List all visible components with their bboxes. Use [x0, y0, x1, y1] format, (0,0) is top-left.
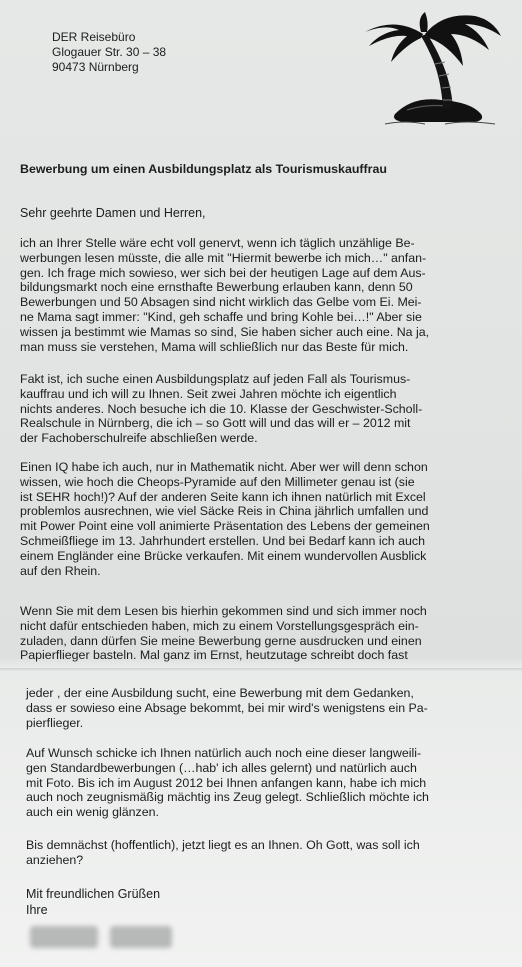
text-line: Schmeißfliege im 13. Jahrhundert erstellen. Und bei Bedarf kann ich auch [20, 533, 425, 548]
text-line: zuladen, dann dürfen Sie meine Bewerbung gerne ausdrucken und einen [20, 633, 422, 648]
paragraph-paper-plane [26, 686, 496, 730]
text-line: Fakt ist, ich suche einen Ausbildungsplatz auf jeden Fall als Tourismus- [20, 372, 411, 386]
text-line: kauffrau und ich will zu Ihnen. Seit zwei Jahren möchte ich eigentlich [20, 386, 397, 401]
paragraph-invitation [20, 604, 512, 663]
text-line: auf den Rhein. [20, 563, 101, 578]
closing-line: Mit freundlichen Grüßen [26, 887, 161, 901]
text-line: gen Standardbewerbungen (…hab' ich alles gelernt) und natürlich auch [26, 760, 417, 775]
paragraph-facts [20, 372, 512, 446]
text-line: pierflieger. [26, 715, 84, 730]
text-line: man muss sie verstehen, Mama will schließlich nur das Beste für mich. [20, 339, 409, 354]
paragraph-skills [20, 460, 512, 578]
recipient-line: 90473 Nürnberg [52, 60, 139, 74]
text-line: mit Power Point eine voll animierte Präsentation des Lebens der gemeinen [20, 519, 430, 534]
text-line: mit Foto. Bis ich im August 2012 bei Ihnen anfangen kann, habe ich mich [26, 775, 427, 790]
text-line: ich an Ihrer Stelle wäre echt voll genervt, wenn ich täglich unzählige Be- [20, 236, 415, 250]
text-line: auch noch zeugnismäßig mächtig ins Zeug gelegt. Schließlich möchte ich [26, 790, 429, 805]
text-line: Bewerbungen und 50 Absagen sind nicht wirklich das Gelbe vom Ei. Mei- [20, 295, 422, 310]
text-line: anziehen? [26, 852, 84, 867]
text-line: auch ein wenig glänzen. [26, 805, 159, 820]
palm-tree-island-icon [355, 10, 505, 130]
text-line: wissen ja bestimmt wie Mamas so sind, Sie haben sicher auch eine. Na ja, [20, 324, 430, 339]
recipient-line: DER Reisebüro [52, 30, 136, 44]
paragraph-farewell [26, 838, 496, 868]
paper-fold-shadow [0, 668, 522, 671]
paragraph-standard-application [26, 746, 496, 820]
closing [26, 886, 160, 918]
text-line: Wenn Sie mit dem Lesen bis hierhin gekommen sind und sich immer noch [20, 604, 427, 618]
text-line: werbungen lesen müsste, die alle mit "Hiermit bewerbe ich mich…" anfan- [20, 250, 427, 265]
text-line: nicht dafür entschieden haben, mich zu einem Vorstellungsgespräch ein- [20, 618, 419, 633]
text-line: bildungsmarkt noch eine ernsthafte Bewerbung erlauben kann, denn 50 [20, 280, 413, 295]
text-line: dass er sowieso eine Absage bekommt, bei mir wird's wenigstens ein Pa- [26, 700, 428, 715]
text-line: nichts anderes. Noch besuche ich die 10. Klasse der Geschwister-Scholl- [20, 401, 423, 416]
text-line: wissen, wie hoch die Cheops-Pyramide auf den Millimeter genau ist (sie [20, 474, 415, 489]
recipient-line: Glogauer Str. 30 – 38 [52, 45, 167, 59]
text-line: Bis demnächst (hoffentlich), jetzt liegt es an Ihnen. Oh Gott, was soll ich [26, 838, 420, 852]
text-line: Realschule in Nürnberg, die ich – so Gott will und das will er – 2012 mit [20, 416, 411, 431]
text-line: ist SEHR hoch!)? Auf der anderen Seite kann ich ihnen natürlich mit Excel [20, 489, 426, 504]
blurred-signature [26, 926, 176, 952]
paragraph-intro [20, 236, 512, 354]
subject-line: Bewerbung um einen Ausbildungsplatz als Tourismuskauffrau [20, 162, 387, 176]
text-line: Einen IQ habe ich auch, nur in Mathematik nicht. Aber wer will denn schon [20, 460, 428, 474]
text-line: der Fachoberschulreife abschließen werde. [20, 431, 258, 446]
text-line: jeder , der eine Ausbildung sucht, eine Bewerbung mit dem Gedanken, [26, 686, 414, 700]
recipient-address [52, 30, 166, 75]
text-line: ne Mama sagt immer: "Kind, geh schaffe und bring Kohle bei…!" Aber sie [20, 309, 422, 324]
text-line: gen. Ich frage mich sowieso, wer sich bei der heutigen Lage auf dem Aus- [20, 265, 426, 280]
text-line: Papierflieger basteln. Mal ganz im Ernst, heutzutage schreibt doch fast [20, 648, 408, 663]
text-line: einem Engländer eine Brücke verkaufen. Mit einem wundervollen Ausblick [20, 548, 427, 563]
salutation: Sehr geehrte Damen und Herren, [20, 206, 206, 220]
closing-line: Ihre [26, 903, 48, 917]
text-line: problemlos ausrechnen, wie viel Säcke Reis in China jährlich umfallen und [20, 504, 429, 519]
text-line: Auf Wunsch schicke ich Ihnen natürlich auch noch eine dieser langweili- [26, 746, 422, 760]
